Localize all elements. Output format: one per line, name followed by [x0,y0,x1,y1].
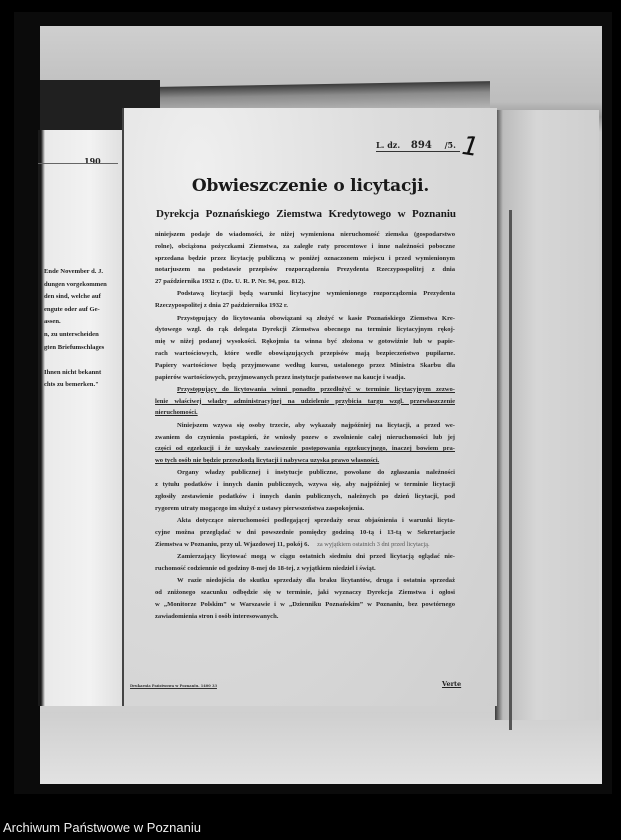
text-line [155,241,455,253]
text-line [155,253,455,265]
line-text: cyjne można przeglądać w dni powszednie pomiędzy godziną 10-tą i 13-tą w Sekretarjacie [155,528,455,536]
paragraph [155,515,455,550]
text-line [155,336,455,348]
text-line [155,384,455,396]
line-text: W razie niedojścia do skutku sprzedaży dla braku licytantów, druga i ostatnia sprzedaż [177,577,455,585]
text-line [155,575,455,587]
left-page-line: n, zu unterscheiden [44,330,99,338]
line-text: Podstawą licytacji będą warunki licytacyjne wymienionego rozporządzenia Prezydenta [177,290,455,298]
line-text: notarjuszem na podstawie przepisów rozporządzenia Prezydenta Rzeczypospolitej z dnia [155,266,455,274]
text-line [155,420,455,432]
reference-label: L. dz. [376,140,401,150]
line-text: nieruchomości. [155,409,198,417]
line-text: części od egzekucji i że uzyskały zawieszenie postępowania egzekucyjnego, inaczej bowiem pra- [155,445,455,453]
left-page-fragment [38,130,125,706]
left-page-line: gten Briefumschlages [44,343,105,351]
text-line [155,467,455,479]
paragraph [155,288,455,312]
text-line [155,455,455,467]
line-text: w „Monitorze Polskim” w Warszawie i w „Dzienniku Poznańskim” w Poznaniu, bez powtórnego [155,600,455,608]
document-body [155,229,455,623]
paragraph [155,551,455,575]
text-line [155,491,455,503]
typed-addition: za wyjątkiem ostatnich 3 dni przed licytacją. [317,540,430,548]
text-line [155,276,455,288]
paragraph [155,575,455,622]
line-text: Niniejszem wzywa się osoby trzecie, aby wykazały najpóźniej na licytacji, a przed we- [177,421,455,429]
line-text: ruchomość codziennie od godziny 8-mej do 18-tej, z wyjątkiem niedziel i świąt. [155,564,376,572]
reference-number [376,140,460,152]
text-line [155,300,455,312]
text-line [155,264,455,276]
archive-caption: Archiwum Państwowe w Poznaniu [3,820,201,835]
line-text: Rzeczypospolitej z dnia 27 października 1932 r. [155,302,288,310]
left-page-line: chts zu bemerken." [44,381,99,389]
line-text: rygorem utraty mogącego im służyć z ustawy pierwszeństwa zaspokojenia. [155,504,365,512]
document-subtitle: Dyrekcja Poznańskiego Ziemstwa Kredytowego w Poznaniu [156,208,456,220]
left-page-line: dungen vorgekommen [44,280,107,288]
line-text: z tytułu podatków i innych danin publicznych, wzywa się, aby najpóźniej w terminie licytacji [155,481,455,489]
line-text: zgłosiły zestawienie podatków i innych danin publicznych, należnych po dzień licytacji, pod [155,493,455,501]
line-text: od zniżonego szacunku odbędzie się w terminie, jaki wyznaczy Dyrekcja Ziemstwa i ogłosi [155,588,455,596]
text-line [155,551,455,563]
line-text: sprzedana będzie przez licytację publiczną w poniżej oznaczonem miejscu i przed wymienionym [155,254,455,262]
line-text: dytowego wzgl. do rąk delegata Dyrekcji Ziemstwa obecnego na terminie licytacyjnym rękoj- [155,326,455,334]
printer-note: Drukarnia Państwowa w Poznaniu. 1400 33 [130,684,217,688]
text-line [155,313,455,325]
line-text: Akta dotyczące nieruchomości podlegającej sprzedaży oraz objaśnienia i warunki licyta- [177,517,455,525]
line-text: rach wartościowych, które wedle obowiązujących przepisów mają bezpieczeństwo pupilarne. [155,349,455,357]
line-text: niniejszem podaje do wiadomości, że niżej wymieniona nieruchomość ziemska (gospodarstwo [155,231,455,238]
text-line [155,324,455,336]
line-text: Przystępujący do licytowania obowiązani są złożyć w kasie Poznańskiego Ziemstwa Kre- [177,314,455,322]
line-text: Ziemstwa w Poznaniu, przy ul. Wjazdowej 11, pokój 6. [155,540,310,548]
left-page-line [44,354,122,367]
left-page-line: den sind, welche auf [44,293,101,301]
line-text: Zamierzający licytować mogą w ciągu ostatnich siedmiu dni przed licytacją oglądać nie- [177,553,455,561]
text-line [155,372,455,384]
text-line [155,611,455,623]
line-text: wo tych osób nie będzie przeszkodą licytacji i nabywca uzyska prawo własności. [155,457,380,465]
text-line [155,479,455,491]
text-line [155,407,455,419]
paper-edge [509,210,512,730]
line-text: lenie właściwej władzy administracyjnej na udzielenie przybicia targu wzgl. przewłaszczenie [155,397,455,405]
line-text: papierów wartościowych, przyjmowanych przez instytucje państwowe na kaucje i wadja. [155,373,406,381]
text-line [155,563,455,575]
text-line [155,599,455,611]
line-text: Przystępujący do licytowania winni ponadto przedłożyć w terminie licytacyjnym zezwo- [177,385,455,393]
line-text: 27 października 1932 r. (Dz. U. R. P. Nr. 94, poz. 812). [155,278,306,286]
paragraph [155,384,455,419]
line-text: Organy władzy publicznej i instytucje publiczne, powołane do zgłaszania należności [177,469,455,477]
paragraph [155,467,455,514]
bottom-paper-band [40,712,602,784]
text-line [155,432,455,444]
handwritten-mark: 1 [459,130,481,164]
paragraph [155,229,455,288]
text-line [155,229,455,241]
left-page-line: Ende November d. J. [44,268,104,275]
text-line [155,515,455,527]
left-page-line: assen. [44,318,61,326]
reference-suffix: /5. [444,140,456,150]
right-paper-stack [495,110,599,720]
text-line [155,348,455,360]
text-line [155,360,455,372]
line-text: zawiadomienia stron i osób interesowanych. [155,612,279,620]
document-title: Obwieszczenie o licytacji. [191,176,430,196]
line-text: Papiery wartościowe będą przyjmowane według kursu, ustalonego przez Ministra Skarbu dla [155,361,455,369]
text-line [155,503,455,515]
text-line [155,288,455,300]
header-rule [38,163,118,164]
page-number: 190 [84,156,101,166]
paragraph [155,313,455,384]
paragraph [155,420,455,467]
text-line [155,539,455,551]
left-page-line: engute oder auf Ge- [44,305,100,313]
left-page-line: Ihnen nicht bekannt [44,368,102,376]
text-line [155,587,455,599]
text-line [155,396,455,408]
line-text: zwaniem do czynienia postąpień, że wniosły pozew o zwolnienie całej nieruchomości lub jej [155,433,455,441]
left-page-text [44,266,122,392]
line-text: mię w niżej podanej wysokości. Rękojmia ta winna być złożona w gotowiźnie lub w papie- [155,338,455,346]
text-line [155,527,455,539]
reference-value: 894 [410,140,432,151]
text-line [155,443,455,455]
line-text: rolne), obciążona pożyczkami Ziemstwa, za zaległe raty procentowe i inne należności poboczne [155,242,455,250]
verte-label: Verte [442,680,462,688]
auction-notice-document [122,108,497,706]
